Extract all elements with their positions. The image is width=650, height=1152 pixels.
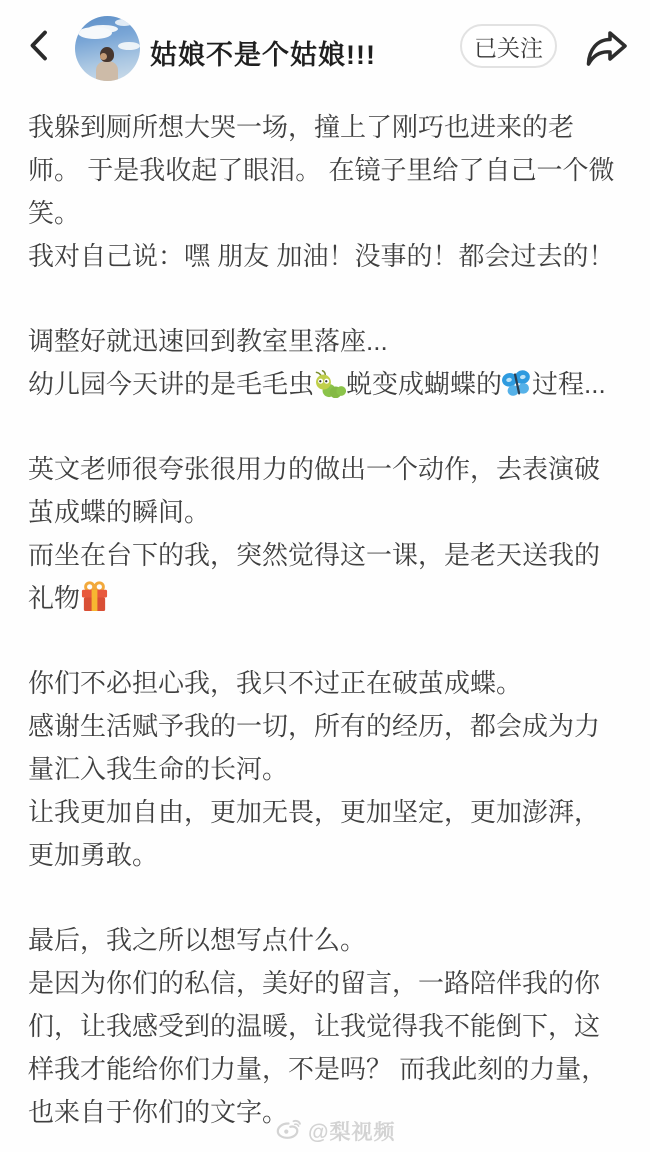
avatar[interactable] <box>75 16 140 81</box>
post-line: 我对自己说：嘿 朋友 加油！没事的！都会过去的！ <box>28 241 615 271</box>
cloud-shape <box>115 19 133 26</box>
share-button[interactable] <box>583 28 629 72</box>
back-button[interactable] <box>22 27 54 67</box>
chevron-left-icon <box>29 30 48 64</box>
post-line: 我躲到厕所想大哭一场，撞上了刚巧也进来的老 <box>28 112 575 142</box>
post-line: 英文老师很夸张很用力的做出一个动作，去表演破 <box>28 454 601 484</box>
post-text-segment: 过程... <box>532 369 606 399</box>
post-text-segment: 蜕变成蝴蝶的 <box>346 369 503 399</box>
paragraph <box>28 662 650 877</box>
post-text-segment: 幼儿园今天讲的是毛毛虫 <box>28 369 315 399</box>
post-line: 是因为你们的私信，美好的留言，一路陪伴我的你 <box>28 968 601 998</box>
followed-button[interactable] <box>460 24 557 68</box>
post-line: 们，让我感受到的温暖，让我觉得我不能倒下，这 <box>28 1011 601 1041</box>
gift-emoji <box>80 577 109 620</box>
post-line: 而坐在台下的我，突然觉得这一课，是老天送我的 <box>28 540 601 570</box>
post-line <box>28 577 650 620</box>
post-line: 样我才能给你们力量，不是吗？ 而我此刻的力量， <box>28 1054 608 1084</box>
post-line: 你们不必担心我，我只不过正在破茧成蝶。 <box>28 668 523 698</box>
post-line: 最后，我之所以想写点什么。 <box>28 925 367 955</box>
paragraph <box>28 919 650 1134</box>
username[interactable]: 姑娘不是个姑娘!!! <box>150 40 376 70</box>
paragraph <box>28 106 650 278</box>
paragraph <box>28 320 650 406</box>
post-line: 也来自于你们的文字。 <box>28 1097 289 1127</box>
post-line: 茧成蝶的瞬间。 <box>28 497 211 527</box>
share-arrow-icon <box>583 28 629 73</box>
butterfly-emoji <box>502 363 532 406</box>
avatar-person-body <box>96 61 118 81</box>
caterpillar-emoji <box>314 363 346 406</box>
cloud-shape <box>78 27 112 39</box>
post-line: 让我更加自由，更加无畏，更加坚定，更加澎湃， <box>28 797 601 827</box>
post-line <box>28 363 650 406</box>
avatar-person-face <box>100 53 107 60</box>
followed-button-label: 已关注 <box>474 34 543 61</box>
watermark-label: @梨视频 <box>308 1121 396 1144</box>
watermark <box>276 1116 395 1146</box>
weibo-eye-icon <box>276 1117 303 1146</box>
post-line: 更加勇敢。 <box>28 840 159 870</box>
post-line: 师。 于是我收起了眼泪。 在镜子里给了自己一个微 <box>28 155 615 185</box>
cloud-shape <box>118 42 140 50</box>
post-header <box>0 0 650 95</box>
post-body <box>0 106 650 1134</box>
post-line: 感谢生活赋予我的一切，所有的经历，都会成为力 <box>28 711 601 741</box>
post-line: 调整好就迅速回到教室里落座... <box>28 326 388 356</box>
post-line: 笑。 <box>28 198 81 228</box>
post-line: 量汇入我生命的长河。 <box>28 754 289 784</box>
paragraph <box>28 448 650 620</box>
post-text-segment: 礼物 <box>28 583 81 613</box>
